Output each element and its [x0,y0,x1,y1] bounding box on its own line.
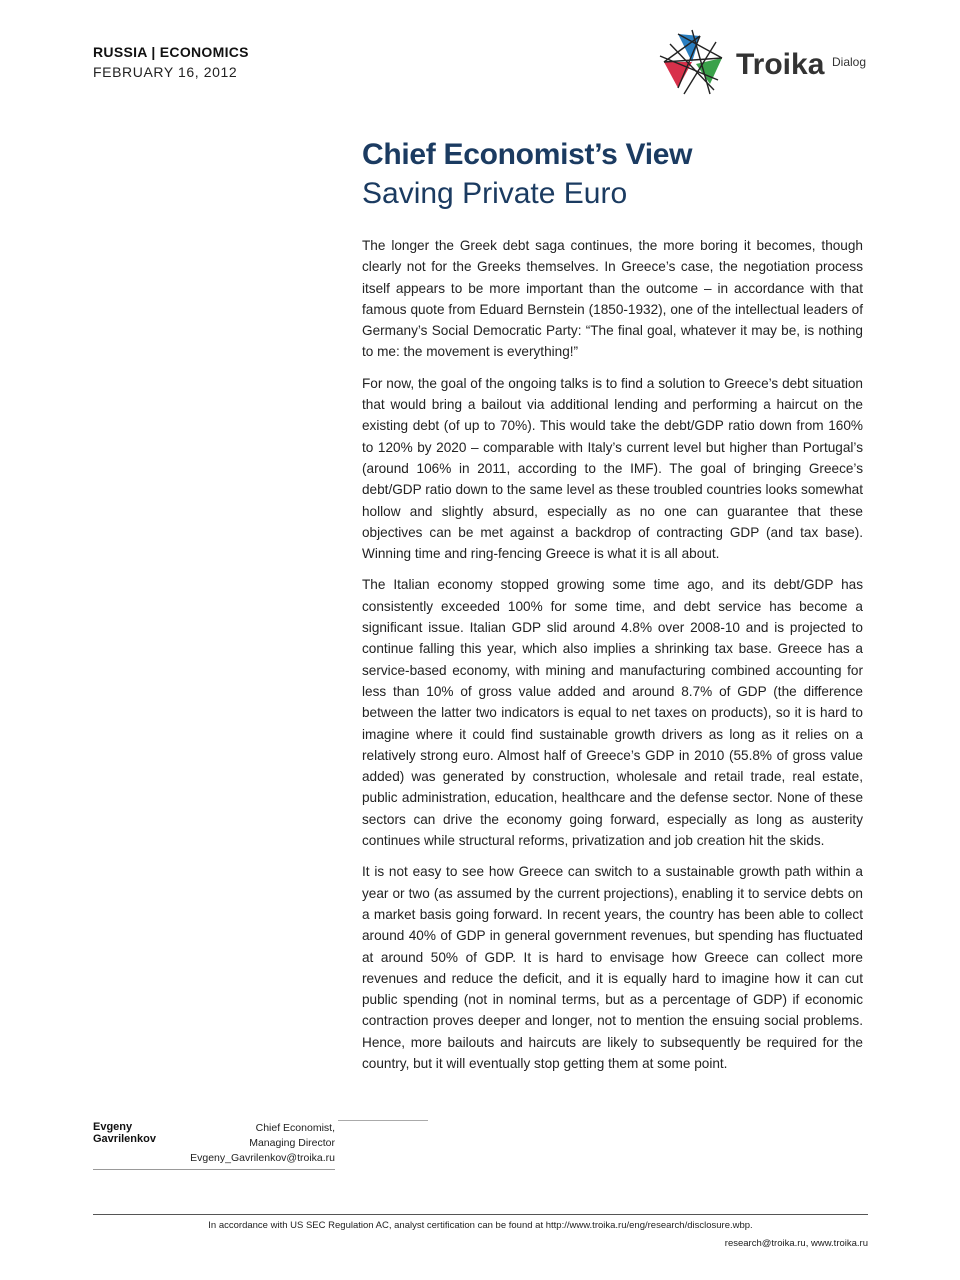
author-divider [338,1120,428,1121]
article-paragraph: It is not easy to see how Greece can switch to a sustainable growth path within a year or two (as assumed by the current projections), enabling it to service debts on a market basis going forward. In recent years, the country has been able to collect around 40% of GDP in general government revenues, but spending has fluctuated at around 50% of GDP. It is hard to envisage how Greece can collect more revenues and reduce the deficit, and it is equally hard to imagine how it can cut public spending (not in nominal terms, but as a percentage of GDP) if economic contraction proves deeper and longer, not to mention the ensuing social problems. Hence, more bailouts and haircuts are likely to subsequently be required for the country, but it will eventually stop getting them at some point. [362,864,863,1071]
article-paragraph: The Italian economy stopped growing some time ago, and its debt/GDP has consistently exceeded 100% for some time, and debt service has become a significant issue. Italian GDP slid around 4.8% over 2008-10 and is projected to continue falling this year, which also implies a shrinking tax base. Greece has a service-based economy, with mining and manufacturing combined accounting for less than 10% of gross value added and around 8.7% of GDP (the difference between the latter two indicators is equal to net taxes on products), so it is hard to imagine where it could find sustainable growth drivers as long as it relies on a relatively strong euro. Almost half of Greece’s GDP in 2010 (55.8% of gross value added) was generated by construction, wholesale and retail trade, real estate, public administration, education, healthcare and the defense sector. None of these sectors can drive the economy going forward, especially as long as austerity continues while structural reforms, privatization and job creation hit the skids. [362,577,863,849]
author-name: Evgeny Gavrilenkov [93,1121,156,1145]
author-title: Chief Economist, [255,1122,335,1134]
author-role: Managing Director [249,1137,335,1149]
troika-dialog-logo [656,28,871,100]
article-paragraph: For now, the goal of the ongoing talks is to find a solution to Greece’s debt situation that would bring a bailout via additional lending and performing a haircut on the existing debt (of up to 70%). This would take the debt/GDP ratio down from 160% to 120% by 2020 – comparable with Italy’s current level but higher than Portugal’s (around 106% in 2011, according to the IMF). The goal of bringing Greece’s debt/GDP ratio down to the same level as these troubled countries looks somewhat hollow and slightly absurd, especially as no one can guarantee that these objectives can be met against a backdrop of contracting GDP (and tax base). Winning time and ring-fencing Greece is what it is all about. [362,375,863,562]
logo-mark-icon [656,28,728,100]
report-header [93,44,249,80]
article-heading [362,136,867,214]
article-paragraph: The longer the Greek debt saga continues, the more boring it becomes, though clearly not for the Greeks themselves. In Greece’s case, the negotiation process itself appears to be more important than the outcome – in accordance with that famous quote from Eduard Bernstein (1850-1932), one of the intellectual leaders of Germany’s Social Democratic Party: “The final goal, whatever it may be, is nothing to me: the movement is everything!” [362,238,863,360]
disclosure-note: In accordance with US SEC Regulation AC, analyst certification can be found at http://www.troika.ru/eng/research/disclosure.wbp. [208,1220,753,1231]
author-card [93,1121,335,1170]
logo-brand-text: Troika [736,48,825,81]
section-label: RUSSIA | ECONOMICS [93,44,249,60]
footer-divider [93,1214,868,1215]
logo-brand-suffix: Dialog [832,55,867,69]
article-subtitle: Saving Private Euro [362,177,628,210]
author-email[interactable]: Evgeny_Gavrilenkov@troika.ru [190,1152,335,1164]
article-body [362,235,863,1084]
article-title: Chief Economist’s View [362,138,693,171]
footer-contact[interactable]: research@troika.ru, www.troika.ru [724,1238,868,1249]
report-date: FEBRUARY 16, 2012 [93,64,238,80]
